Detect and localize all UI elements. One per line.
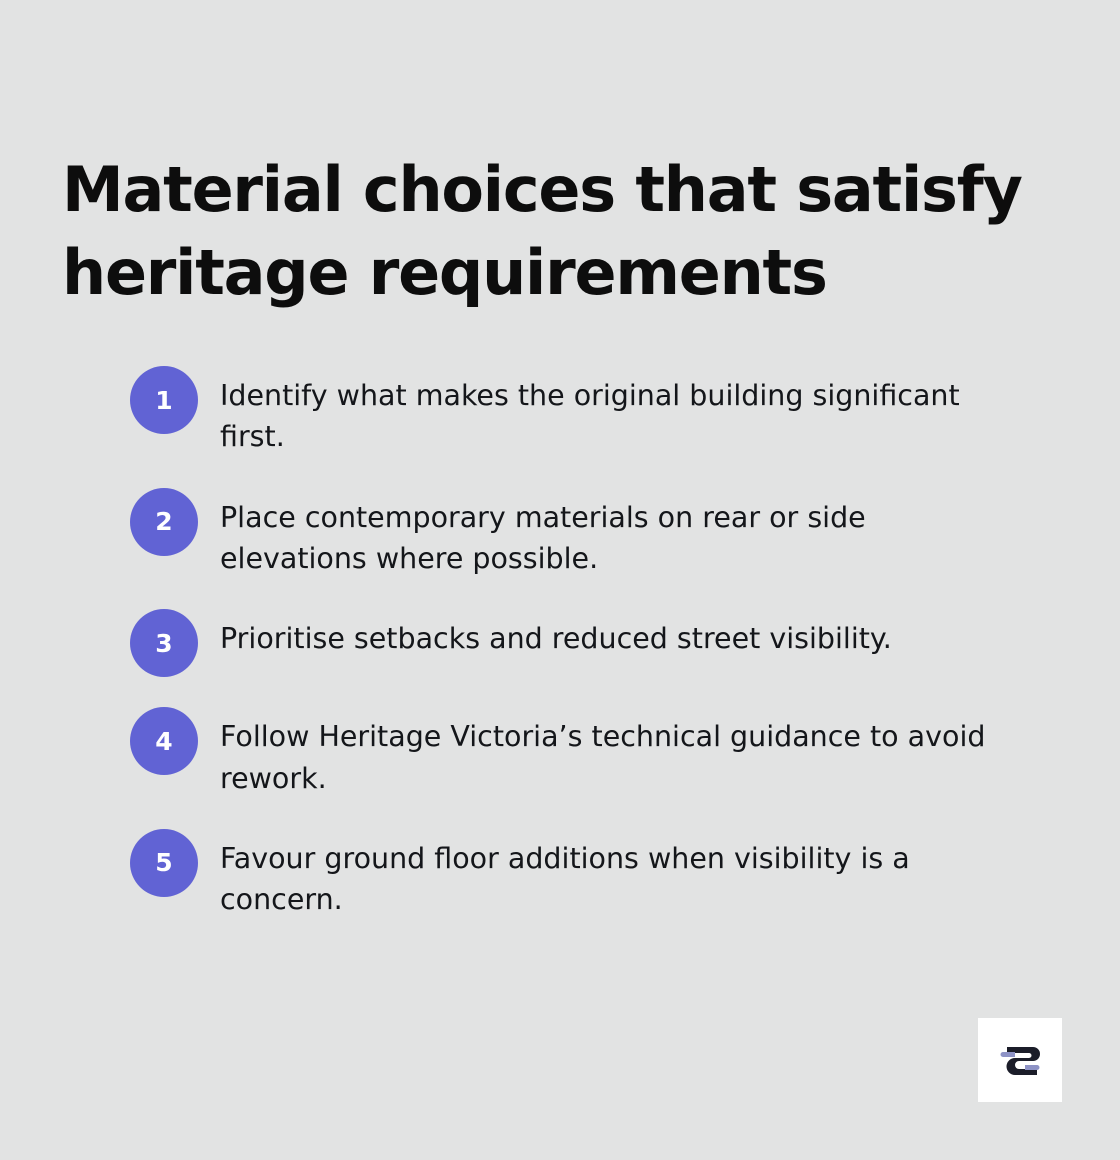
numbered-list [130,366,1050,951]
page-title: Material choices that satisfy heritage requirements [62,152,1022,310]
list-item [130,609,1050,677]
list-item-number-badge: 4 [130,707,198,775]
list-item-text: Follow Heritage Victoria’s technical guidance to avoid rework. [220,720,986,795]
brand-logo [978,1018,1062,1102]
list-item-number-badge: 1 [130,366,198,434]
list-item [130,707,1050,799]
list-item [130,366,1050,458]
list-item-number-badge: 5 [130,829,198,897]
list-item-number-badge: 3 [130,609,198,677]
list-item-text: Identify what makes the original building significant first. [220,379,960,454]
list-item-number-badge: 2 [130,488,198,556]
list-item-text: Favour ground floor additions when visibility is a concern. [220,841,910,917]
brand-s-logo-icon [999,1043,1041,1077]
list-item-text: Place contemporary materials on rear or side elevations where possible. [220,500,866,575]
list-item [130,488,1050,580]
list-item-text: Prioritise setbacks and reduced street visibility. [220,622,892,656]
list-item [130,829,1050,921]
